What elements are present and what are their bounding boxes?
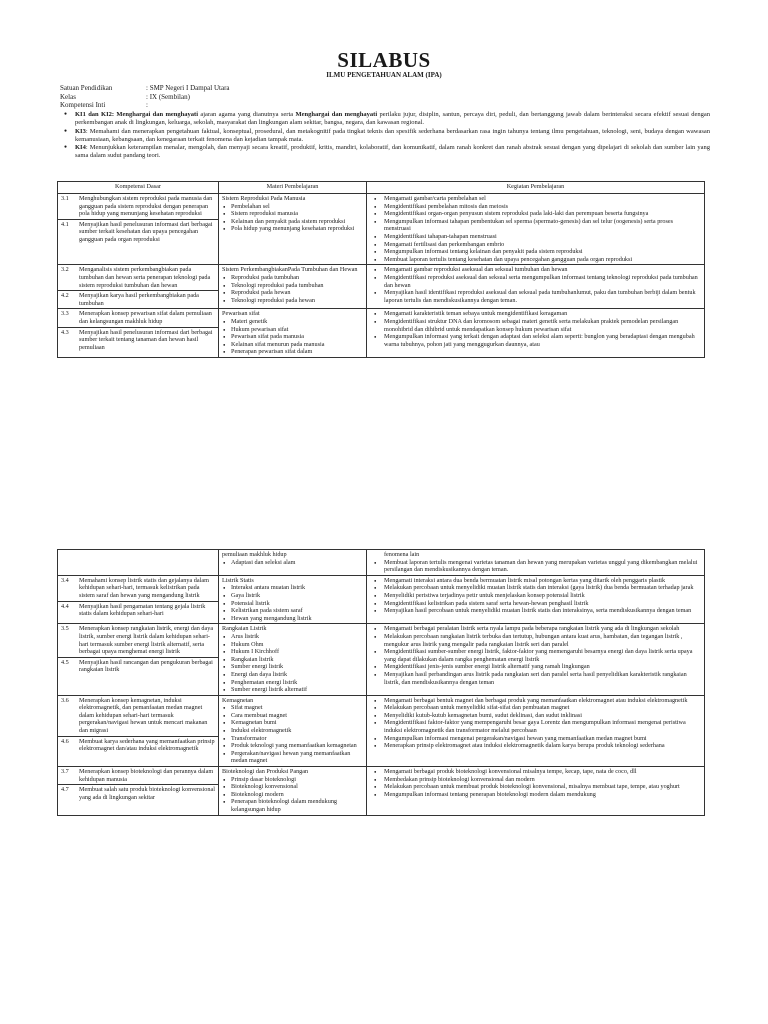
- meta-value: : SMP Negeri I Dampal Utara: [146, 84, 230, 92]
- kegiatan-list: [370, 266, 701, 304]
- materi-cell: [219, 550, 367, 576]
- kegiatan-item: ● Mengamati fertilisasi dan perkembangan embrio: [370, 241, 701, 249]
- kegiatan-list: [370, 768, 701, 798]
- kd-text: Memahami konsep listrik statis dan gejalanya dalam kehidupan sehari-hari, termasuk kelistrikan pada sistem saraf dan hewan yang mengandung listrik: [79, 576, 209, 599]
- kompetensi-dasar-cell: [58, 767, 219, 816]
- header-kegiatan: Kegiatan Pembelajaran: [367, 182, 705, 194]
- kegiatan-list: [370, 577, 701, 615]
- kegiatan-cell: [367, 695, 705, 766]
- kegiatan-item: ● Mengidentifikasi pembelahan mitosis dan meiosis: [370, 203, 701, 211]
- materi-item: ● Energi dan daya listrik: [222, 671, 363, 679]
- kegiatan-item: ● Mengamati interaksi antara dua benda bermuatan listrik misal potongan kertas yang ditarik oleh penggaris plastik: [370, 577, 701, 585]
- materi-list: [222, 318, 363, 356]
- syllabus-table-2: [57, 549, 705, 816]
- meta-label: Kelas: [60, 92, 76, 101]
- materi-list: [222, 584, 363, 622]
- header-kompetensi-dasar: Kompetensi Dasar: [58, 182, 219, 194]
- materi-list: [222, 274, 363, 304]
- materi-item: ● Hukum Ohm: [222, 641, 363, 649]
- kegiatan-item: ● Mengamati gambar reproduksi aseksual dan seksual tumbuhan dan hewan: [370, 266, 701, 274]
- materi-item: ● Hewan yang mengandung listrik: [222, 615, 363, 623]
- ki-item: [62, 128, 710, 145]
- table-row: [58, 550, 705, 576]
- table-row: [58, 695, 705, 766]
- kd-number: 3.1: [61, 195, 69, 202]
- materi-cell: [219, 265, 367, 309]
- kegiatan-item: ● Mengidentifikasi reproduksi aseksual dan seksual serta mengumpulkan informasi tentang teknologi reproduksi pada tumbuhan dan hewan: [370, 274, 701, 289]
- materi-item: ● Sumber energi listrik alternatif: [222, 686, 363, 694]
- document-subtitle: ILMU PENGETAHUAN ALAM (IPA): [326, 71, 442, 79]
- kd-number: 3.7: [61, 768, 69, 776]
- kegiatan-item: ● Mengumpulkan informasi tentang kelainan dan penyakit pada sistem reproduksi: [370, 248, 701, 256]
- materi-title: Bioteknologi dan Produksi Pangan: [222, 768, 309, 776]
- kompetensi-inti-list: [62, 111, 710, 161]
- kegiatan-item: ● Mengidentifikasi jenis-jenis sumber energi listrik alternatif yang ramah lingkungan: [370, 663, 701, 671]
- kd-item: [58, 657, 218, 674]
- kegiatan-cell: [367, 550, 705, 576]
- table-1-body: [58, 194, 705, 358]
- materi-list: [222, 633, 363, 694]
- kd-item: [61, 625, 215, 655]
- kegiatan-item: ● Mengidentifikasi sumber-sumber energi listrik, faktor-faktor yang memengaruhi besarnya energi dan daya listrik serta upaya yang dapat dilakukan dalam rangka penghematan energi listrik: [370, 648, 701, 663]
- materi-item: ● Pergerakan/navigasi hewan yang memanfaatkan medan magnet: [222, 750, 363, 765]
- kd-text: Menyajikan hasil pengamatan tentang gejala listrik statis dalam kehidupan sehari-hari: [79, 602, 206, 618]
- materi-cell: [219, 575, 367, 624]
- materi-item: ● Cara membuat magnet: [222, 712, 363, 720]
- kd-text: Menganalisis sistem perkembangbiakan pada tumbuhan dan hewan serta penerapan teknologi pada sistem reproduksi tumbuhan dan hewan: [79, 266, 211, 289]
- kegiatan-item: ● Menyajikan hasil percobaan untuk menyelidiki muatan listrik statis dan interaksinya, serta mendiskusikannya dengan teman: [370, 607, 701, 615]
- kegiatan-item: ● Mengamati berbagai peralatan listrik serta nyala lampu pada beberapa rangkaian listrik yang ada di lingkungan sekolah: [370, 625, 701, 633]
- meta-row: [60, 84, 230, 93]
- kegiatan-list: [370, 195, 701, 263]
- materi-list: [222, 776, 363, 814]
- kegiatan-item: ● Mengumpulkan informasi yang terkait dengan adaptasi dan seleksi alam seperti: bunglon yang beradaptasi dengan mengubah warna tubuhnya, pohon jati yang menggugurkan daunnya, atau: [370, 333, 701, 348]
- materi-item: ● Rangkaian listrik: [222, 656, 363, 664]
- kegiatan-cell: [367, 309, 705, 358]
- kegiatan-item: ● Mengidentifikasi struktur DNA dan kromosom sebagai materi genetik serta melakukan praktek pemodelan persilangan monohibrid dan dihibrid untuk mendapatkan konsep hukum pewarisan sifat: [370, 318, 701, 333]
- ki-label: KI4: [75, 144, 86, 152]
- materi-item: ● Produk teknologi yang memanfaatkan kemagnetan: [222, 742, 363, 750]
- materi-list: [222, 704, 363, 765]
- ki-item: [62, 144, 710, 161]
- kompetensi-dasar-cell: [58, 695, 219, 766]
- kd-text: Menyajikan hasil penelusuran informasi dari berbagai sumber terkait kesehatan dan upaya pencegahan gangguan pada organ reproduksi: [79, 220, 213, 243]
- table-row: [58, 767, 705, 816]
- materi-item: ● Gaya listrik: [222, 592, 363, 600]
- kd-number: 4.2: [61, 292, 69, 300]
- kd-number: 3.4: [61, 576, 69, 584]
- materi-item: ● Penghematan energi listrik: [222, 679, 363, 687]
- meta-value: : IX (Sembilan): [146, 92, 190, 101]
- kegiatan-item: ● Melakukan percobaan rangkaian listrik terbuka dan tertutup, hubungan antara kuat arus, hambatan, dan tegangan listrik , mengukur arus listrik yang mengalir pada rangkaian listrik seri dan paralel: [370, 633, 701, 648]
- materi-item: ● Bioteknologi modern: [222, 791, 363, 799]
- kegiatan-item: ● Mengamati berbagai bentuk magnet dan berbagai produk yang memanfaatkan elektromagnet atau induksi elektromagnetik: [370, 697, 701, 705]
- materi-cell: [219, 194, 367, 265]
- kd-text: Membuat salah satu produk bioteknologi konvensional yang ada di lingkungan sekitar: [79, 786, 215, 801]
- kegiatan-lead: fenomena lain: [384, 551, 420, 558]
- materi-title: Rangkaian Listrik: [222, 625, 267, 633]
- kd-text: Menyajikan hasil rancangan dan pengukuran berbagai rangkaian listrik: [79, 658, 213, 674]
- kd-number: 4.7: [61, 786, 69, 794]
- materi-cell: [219, 309, 367, 358]
- kd-number: 4.3: [61, 328, 69, 336]
- kompetensi-dasar-cell: [58, 265, 219, 309]
- table-row: [58, 194, 705, 265]
- ki-text: : Memahami dan menerapkan pengetahuan faktual, konseptual, prosedural, dan metakognitif pada tingkat teknis dan spesifik sederhana berdasarkan rasa ingin tahunya tentang ilmu pengetahuan, teknologi, seni, budaya dengan wawasan kemanusiaan, kebangsaan, dan kenegaraan terkait fenomena dan kejadian tampak mata.: [75, 127, 710, 143]
- materi-item: ● Reproduksi pada hewan: [222, 289, 363, 297]
- ki-label: KI3: [75, 127, 86, 135]
- header-materi: Materi Pembelajaran: [219, 182, 367, 194]
- kd-number: 4.1: [61, 220, 69, 228]
- materi-item: ● Potensial listrik: [222, 600, 363, 608]
- kd-text: Menerapkan konsep pewarisan sifat dalam pemuliaan dan kelangsungan makhluk hidup: [79, 310, 212, 325]
- materi-item: ● Kemagnetan bumi: [222, 719, 363, 727]
- kd-text: Menyajikan hasil penelusuran informasi dari berbagai sumber terkait tentang tanaman dan hewan hasil pemuliaan: [79, 328, 213, 351]
- identity-block: [60, 84, 230, 110]
- materi-cell: [219, 624, 367, 695]
- kd-number: 3.5: [61, 625, 69, 633]
- materi-list: [222, 203, 363, 233]
- kd-item: [61, 697, 215, 735]
- kegiatan-item: ● Menyelidiki peristiwa terjadinya petir untuk menjelaskan konsep potensial listrik: [370, 592, 701, 600]
- document-title: SILABUS: [337, 48, 431, 72]
- kd-item: [58, 327, 218, 352]
- materi-item: ● Kelistrikan pada sistem saraf: [222, 607, 363, 615]
- materi-title: Pewarisan sifat: [222, 310, 260, 318]
- materi-item: ● Kelainan dan penyakit pada sistem reproduksi: [222, 218, 363, 226]
- kegiatan-item: ● Mengamati berbagai produk bioteknologi konvensional misalnya tempe, kecap, tape, nata de coco, dll: [370, 768, 701, 776]
- table-row: [58, 624, 705, 695]
- kegiatan-cell: [367, 194, 705, 265]
- kd-text: Menerapkan konsep rangkaian listrik, energi dan daya listrik, sumber energi listrik dalam kehidupan sehari-hari termasuk sumber energi listrik alternatif, serta berbagai upaya menghemat energi listrik: [79, 625, 214, 656]
- kompetensi-dasar-cell: [58, 624, 219, 695]
- kegiatan-item: ● Mengumpulkan informasi mengenai pergerakan/navigasi hewan yang memanfaatkan medan magnet bumi: [370, 735, 701, 743]
- ki-text: perilaku jujur, disiplin, santun, percaya diri, peduli, dan bertanggung jawab dalam berinteraksi secara efektif sesuai dengan perkembangan anak di lingkungan, keluarga, sekolah, masyarakat dan lingkungan alam sekitar, bangsa, negara, dan kawasan regional.: [75, 111, 711, 127]
- kegiatan-list: [370, 625, 701, 686]
- materi-item: ● Sistem reproduksi manusia: [222, 210, 363, 218]
- kompetensi-dasar-cell: [58, 550, 219, 576]
- materi-item: ● Adaptasi dan seleksi alam: [222, 559, 363, 567]
- table-row: [58, 265, 705, 309]
- materi-item: ● Induksi elektromagnetik: [222, 727, 363, 735]
- materi-title: pemuliaan makhluk hidup: [222, 551, 287, 558]
- kompetensi-dasar-cell: [58, 309, 219, 358]
- materi-title: Kemagnetan: [222, 696, 254, 704]
- kegiatan-list: [370, 310, 701, 348]
- materi-item: ● Materi genetik: [222, 318, 363, 326]
- meta-row: [60, 101, 230, 110]
- materi-item: ● Pembelahan sel: [222, 203, 363, 211]
- kegiatan-item: ● Mengumpulkan informasi tentang penerapan bioteknologi modern dalam mendukung: [370, 791, 701, 799]
- kegiatan-item: ● Mengidentifikasi organ-organ penyusun sistem reproduksi pada laki-laki dan perempuan beserta fungsinya: [370, 210, 701, 218]
- kd-number: 3.3: [61, 310, 69, 318]
- meta-value: :: [146, 101, 148, 109]
- kegiatan-list: [370, 697, 701, 750]
- materi-title: Sistem PerkembangbiakanPada Tumbuhan dan Hewan: [222, 266, 358, 274]
- materi-item: ● Kelainan sifat menurun pada manusia: [222, 341, 363, 349]
- ki-emphasis: Menghargai dan menghayati: [295, 111, 378, 118]
- materi-item: ● Hukum I Kirchhoff: [222, 648, 363, 656]
- materi-item: ● Penerapan pewarisan sifat dalam: [222, 348, 363, 356]
- kd-text: Menerapkan konsep bioteknologi dan perannya dalam kehidupan manusia: [79, 768, 214, 783]
- kegiatan-item: ● Menyajikan hasil perbandingan arus listrik pada rangkaian seri dan paralel serta hasil penyelidikan karakteristik rangkaian listrik, dan mendiskusikannya dengan teman: [370, 671, 701, 686]
- table-row: [58, 575, 705, 624]
- kegiatan-item: ● Mengumpulkan informasi tahapan pembentukan sel sperma (spermato-genesis) dan sel telur (oogenesis) serta proses menstruasi: [370, 218, 701, 233]
- kd-item: [61, 577, 215, 600]
- kd-number: 4.6: [61, 737, 69, 745]
- ki-emphasis: Menghargai dan menghayati: [114, 111, 199, 118]
- kd-text: Menghubungkan sistem reproduksi pada manusia dan gangguan pada sistem reproduksi dengan penerapan pola hidup yang menunjang kesehatan reproduksi: [79, 195, 213, 218]
- table-row: [58, 309, 705, 358]
- materi-cell: [219, 695, 367, 766]
- kegiatan-cell: [367, 575, 705, 624]
- materi-cell: [219, 767, 367, 816]
- materi-title: Sistem Reproduksi Pada Manusia: [222, 195, 306, 202]
- kegiatan-item: ● Mengamati gambar/carta pembelahan sel: [370, 195, 701, 203]
- materi-item: ● Prinsip dasar bioteknologi: [222, 776, 363, 784]
- ki-text: ajaran agama yang dianutnya serta: [198, 111, 296, 118]
- kd-item: [58, 601, 218, 618]
- materi-item: ● Arus listrik: [222, 633, 363, 641]
- kegiatan-cell: [367, 767, 705, 816]
- kd-number: 3.6: [61, 696, 69, 704]
- kegiatan-item: ● Mengamati karakteristik teman sebaya untuk mengidentifikasi keragaman: [370, 310, 701, 318]
- kompetensi-dasar-cell: [58, 575, 219, 624]
- kegiatan-item: ● Melakukan percobaan untuk menyelidiki muatan listrik statis dan interaksi (gaya listrik) dua benda bermuatan terhadap jarak: [370, 584, 701, 592]
- kegiatan-item: ● Melakukan percobaan untuk menyelidiki sifat-sifat dan pembuatan magnet: [370, 704, 701, 712]
- kegiatan-item: ● Mengidentifikasi kelistrikan pada sistem saraf serta hewan-hewan penghasil listrik: [370, 600, 701, 608]
- kd-item: [61, 266, 215, 289]
- kegiatan-item: ● Membuat laporan tertulis mengenai varietas tanaman dan hewan yang merupakan varietas unggul yang dikembangkan melalui persilangan dan mendiskusikannya dengan teman.: [370, 559, 701, 574]
- kd-item: [58, 736, 218, 753]
- materi-item: ● Teknologi reproduksi pada tumbuhan: [222, 282, 363, 290]
- materi-item: ● Bioteknologi konvensional: [222, 783, 363, 791]
- kompetensi-dasar-cell: [58, 194, 219, 265]
- kegiatan-item: ● Membuat laporan tertulis tentang kesehatan dan upaya pencegahan gangguan pada organ reproduksi: [370, 256, 701, 264]
- table-header-row: [58, 182, 705, 194]
- kegiatan-item: ● Membedakan prinsip bioteknologi konvensional dan modern: [370, 776, 701, 784]
- kegiatan-item: ● Menerapkan prinsip elektromagnet atau induksi elektromagnetik dalam karya berupa produk teknologi sederhana: [370, 742, 701, 750]
- kegiatan-item: ● Menyelidiki kutub-kutub kemagnetan bumi, sudut deklinasi, dan sudut inklinasi: [370, 712, 701, 720]
- materi-list: [222, 559, 363, 567]
- materi-title: Listrik Statis: [222, 576, 254, 584]
- meta-label: Kompetensi Inti: [60, 101, 106, 109]
- ki-text: : Menunjukkan keterampilan menalar, mengolah, dan menyaji secara kreatif, produktif, kritis, mandiri, kolaboratif, dan komunikatif, dalam ranah konkret dan ranah abstrak sesuai dengan yang dipelajari di sekolah dan sumber lain yang sama dalam sudut pandang teori.: [75, 144, 710, 160]
- materi-item: ● Reproduksi pada tumbuhan: [222, 274, 363, 282]
- kd-text: Membuat karya sederhana yang memanfaatkan prinsip elektromagnet dan/atau induksi elektromagnetik: [79, 737, 215, 753]
- kegiatan-item: ● Mengidentifikasi tahapan-tahapan menstruasi: [370, 233, 701, 241]
- materi-item: ● Transformator: [222, 735, 363, 743]
- meta-row: [60, 93, 230, 102]
- kd-item: [61, 310, 215, 325]
- materi-item: ● Penerapan bioteknologi dalam mendukung kelangsungan hidup: [222, 798, 363, 813]
- kd-item: [58, 290, 218, 307]
- kegiatan-item: ● Menyajikan hasil identifikasi reproduksi aseksual dan seksual pada tumbuhanlumut, paku dan tumbuhan berbiji dalam bentuk laporan tertulis dan mendiskusikannya dengan teman.: [370, 289, 701, 304]
- materi-item: ● Pewarisan sifat pada manusia: [222, 333, 363, 341]
- kd-item: [61, 195, 215, 218]
- materi-item: ● Teknologi reproduksi pada hewan: [222, 297, 363, 305]
- kd-item: [61, 768, 215, 783]
- ki-item: [62, 111, 710, 128]
- materi-item: ● Interaksi antara muatan listrik: [222, 584, 363, 592]
- kegiatan-item: ● Melakukan percobaan untuk membuat produk bioteknologi konvensional, misalnya membuat tape, tempe, atau yoghurt: [370, 783, 701, 791]
- materi-item: ● Pola hidup yang menunjang kesehatan reproduksi: [222, 225, 363, 233]
- ki-label: KI1 dan KI2:: [75, 111, 115, 118]
- kd-number: 4.5: [61, 658, 69, 666]
- syllabus-table-1: [57, 181, 705, 358]
- kd-number: 4.4: [61, 602, 69, 610]
- meta-label: Satuan Pendidikan: [60, 84, 113, 92]
- kd-text: Menyajikan karya hasil perkembangbiakan pada tumbuhan: [79, 292, 199, 307]
- kd-text: Menerapkan konsep kemagnetan, induksi elektromagnetik, dan pemanfaatan medan magnet dalam kehidupan sehari-hari termasuk pergerakan/navigasi hewan untuk mencari makanan dan migrasi: [79, 696, 208, 735]
- kd-number: 3.2: [61, 266, 69, 274]
- materi-item: ● Sumber energi listrik: [222, 663, 363, 671]
- kegiatan-cell: [367, 265, 705, 309]
- kd-item: [58, 219, 218, 244]
- kegiatan-list: [370, 559, 701, 574]
- table-2-body: [58, 550, 705, 816]
- kegiatan-cell: [367, 624, 705, 695]
- kd-item: [58, 784, 218, 801]
- materi-item: ● Hukum pewarisan sifat: [222, 326, 363, 334]
- materi-item: ● Sifat magnet: [222, 704, 363, 712]
- kegiatan-item: ● Mengidentifikasi faktor-faktor yang mempengaruhi besar gaya Lorentz dan mengumpulkan informasi mengenai peristiwa induksi elektromagnetik dan transformator melalui percobaan: [370, 719, 701, 734]
